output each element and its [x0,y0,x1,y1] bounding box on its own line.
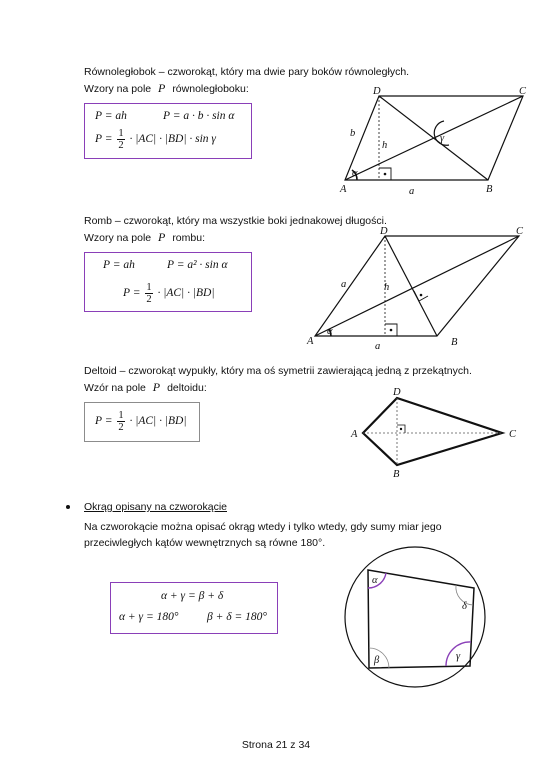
parallelogram-formulas-intro: Wzory na pole P równoległoboku: [84,81,249,95]
formula-p-ah: P = ah [95,110,127,122]
beta-label: β [374,655,380,666]
vertex-c: C [516,226,524,237]
alpha-label: α [327,326,333,337]
formula-p-diagonals: P = $\frac{1}{2}$ · |AC| · |BD| [95,410,187,433]
vertex-b: B [451,337,458,348]
formula-p-diagonals-sin: P = $\frac{1}{2}$ · |AC| · |BD| · sin γ [95,128,216,151]
vertex-a: A [307,336,314,347]
formula-p-diagonals: P = $\frac{1}{2}$ · |AC| · |BD| [123,282,215,305]
formula-beta-delta-180: β + δ = 180° [207,611,267,623]
formula-p-ah: P = ah [103,259,135,271]
fraction-one-half: $\frac{1}{2}$ [118,410,124,433]
side-a-label: a [341,279,347,290]
formula-p-a2-sin: P = a² · sin α [167,259,228,271]
vertex-b: B [393,469,400,480]
parallelogram-definition: Równoległobok – czworokąt, który ma dwie pary boków równoległych. [84,66,410,78]
kite-formulas-intro: Wzór na pole P deltoidu: [84,380,207,394]
vertex-c: C [519,86,527,97]
formula-angle-sums-equal: α + γ = β + δ [161,590,224,602]
height-h-label: h [384,282,390,293]
gamma-label: γ [456,651,461,662]
vertex-d: D [373,86,381,97]
circle-text-line-2: przeciwległych kątów wewnętrznych są równe 180°. [84,537,326,549]
rhombus-definition: Romb – czworokąt, który ma wszystkie boki jednakowej długości. [84,215,387,227]
vertex-b: B [486,184,493,195]
side-a-label: a [409,186,415,197]
page-number: Strona 21 z 34 [241,739,311,751]
formula-alpha-gamma-180: α + γ = 180° [119,611,179,623]
vertex-c: C [509,429,517,440]
base-a-label: a [375,341,381,352]
fraction-one-half: $\frac{1}{2}$ [146,282,152,305]
vertex-a: A [351,429,358,440]
fraction-one-half: $\frac{1}{2}$ [118,128,124,151]
delta-label: δ [462,601,467,612]
vertex-d: D [380,226,388,237]
height-h-label: h [382,140,388,151]
formula-p-ab-sin: P = a · b · sin α [163,110,235,122]
alpha-label: α [352,168,358,179]
side-b-label: b [350,128,356,139]
kite-definition: Deltoid – czworokąt wypukły, który ma oś symetrii zawierającą jedną z przekątnych. [84,365,472,377]
vertex-d: D [393,387,401,398]
rhombus-formulas-intro: Wzory na pole P rombu: [84,230,205,244]
circle-heading: Okrąg opisany na czworokącie [84,501,227,513]
circle-text-line-1: Na czworokącie można opisać okrąg wtedy i tylko wtedy, gdy sumy miar jego [84,521,442,533]
vertex-a: A [340,184,347,195]
gamma-label: γ [440,133,445,144]
alpha-label: α [372,575,378,586]
